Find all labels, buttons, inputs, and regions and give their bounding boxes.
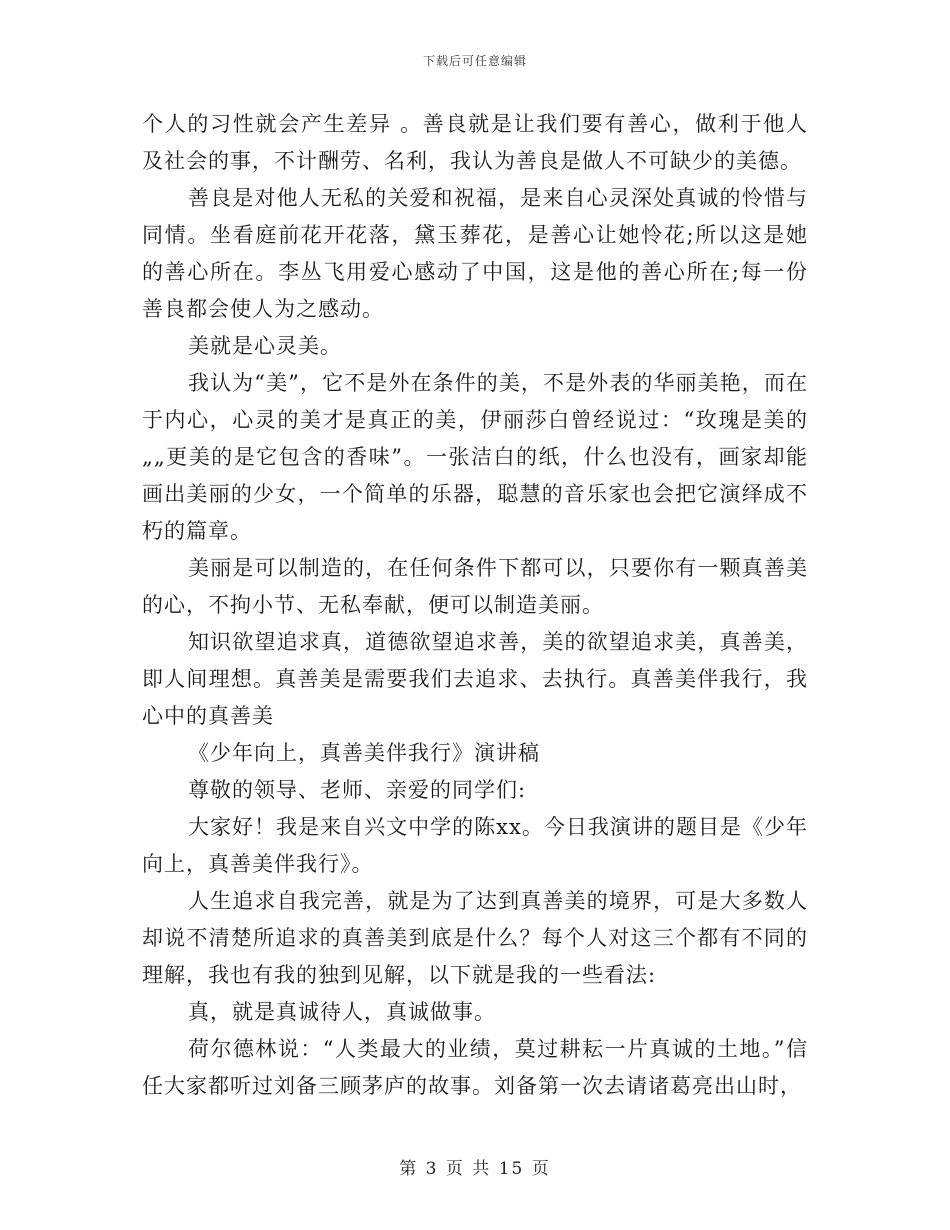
footer-page-number: 3 [425, 1159, 439, 1179]
paragraph-2: 善良是对他人无私的关爱和祝福，是来自心灵深处真诚的怜惜与同情。坐看庭前花开花落，黛玉葬花，是善心让她怜花;所以这是她的善心所在。李丛飞用爱心感动了中国，这是他的善心所在;每一份善良都会使人为之感动。 [142, 186, 808, 321]
paragraph-10: 人生追求自我完善，就是为了达到真善美的境界，可是大多数人却说不清楚所追求的真善美到底是什么？每个人对这三个都有不同的理解，我也有我的独到见解，以下就是我的一些看法: [142, 889, 808, 987]
footer-prefix: 第 [399, 1159, 419, 1179]
paragraph-4: 我认为“美”，它不是外在条件的美，不是外表的华丽美艳，而在于内心，心灵的美才是真正的美，伊丽莎白曾经说过：“玫瑰是美的„„更美的是它包含的香味”。一张洁白的纸，什么也没有，画家却能画出美丽的少女，一个简单的乐器，聪慧的音乐家也会把它演绎成不朽的篇章。 [142, 371, 808, 543]
salutation: 尊敬的领导、老师、亲爱的同学们: [188, 778, 527, 802]
footer-total-pages: 15 [498, 1159, 525, 1179]
speech-title: 《少年向上，真善美伴我行》演讲稿 [188, 741, 540, 765]
paragraph-6: 知识欲望追求真，道德欲望追求善，美的欲望追求美，真善美，即人间理想。真善美是需要我们去追求、去执行。真善美伴我行，我心中的真善美 [142, 630, 808, 728]
paragraph-11: 真，就是真诚待人，真诚做事。 [188, 1000, 496, 1024]
page-header: 下载后可任意编辑 [422, 54, 527, 68]
footer-middle: 页 共 [445, 1159, 492, 1179]
footer-suffix: 页 [531, 1159, 551, 1179]
paragraph-5: 美丽是可以制造的，在任何条件下都可以，只要你有一颗真善美的心，不拘小节、无私奉献，便可以制造美丽。 [142, 556, 808, 617]
paragraph-1: 个人的习性就会产生差异 。善良就是让我们要有善心，做利于他人及社会的事，不计酬劳、名利，我认为善良是做人不可缺少的美德。 [142, 112, 808, 173]
paragraph-12: 荷尔德林说：“人类最大的业绩，莫过耕耘一片真诚的土地。”信任大家都听过刘备三顾茅庐的故事。刘备第一次去请诸葛亮出山时， [142, 1037, 808, 1098]
page-footer [0, 1154, 950, 1179]
document-body [142, 106, 808, 1105]
paragraph-9: 大家好！我是来自兴文中学的陈xx。今日我演讲的题目是《少年向上，真善美伴我行》。 [142, 815, 808, 876]
paragraph-3: 美就是心灵美。 [188, 334, 342, 358]
